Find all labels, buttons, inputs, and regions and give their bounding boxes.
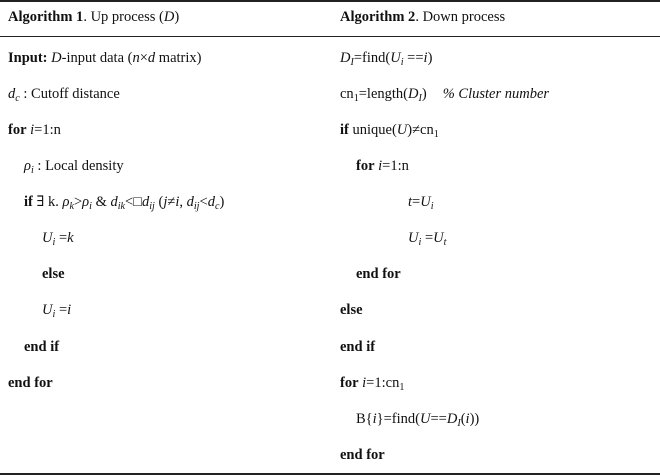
alg2-find-line: $D_I=find(U_i ==i)$ bbox=[340, 50, 433, 69]
alg2-assign-u-line: $U_i =U_t$ bbox=[408, 230, 447, 249]
alg1-for-line: for i=1:n bbox=[8, 122, 61, 138]
alg1-endfor-line: end for bbox=[8, 375, 53, 391]
alg2-b-find-line: $B\{i\}=find(U==D_I(i))$ bbox=[356, 411, 480, 430]
alg1-else-line: else bbox=[42, 266, 65, 282]
alg2-endfor-line: end for bbox=[340, 447, 385, 463]
alg2-if-line: if $unique(U)\ne cn_1$ bbox=[340, 122, 439, 141]
algorithm-1-header: Algorithm 1. Up process (D) bbox=[8, 9, 180, 25]
alg2-for-cn-line: for $i=1:cn_1$ bbox=[340, 375, 405, 394]
alg1-cutoff-line: $d_c$ : Cutoff distance bbox=[8, 86, 120, 105]
alg1-assign-i-line: $U_i =i$ bbox=[42, 302, 72, 321]
alg2-for-line: for i=1:n bbox=[356, 158, 409, 174]
alg1-input-line: Input: D-input data (n×d matrix) bbox=[8, 50, 202, 66]
top-rule bbox=[0, 0, 660, 2]
alg1-endif-line: end if bbox=[24, 339, 60, 355]
alg1-density-line: $\rho_i$ : Local density bbox=[24, 158, 124, 177]
alg2-endif-line: end if bbox=[340, 339, 376, 355]
alg2-else-line: else bbox=[340, 302, 363, 318]
algorithm-2-header: Algorithm 2. Down process bbox=[340, 9, 506, 25]
alg1-assign-k-line: $U_i =k$ bbox=[42, 230, 74, 249]
alg2-cluster-line: $cn_1=length(D_I)$ % Cluster number bbox=[340, 86, 550, 105]
alg2-inner-endfor-line: end for bbox=[356, 266, 401, 282]
cluster-number-comment: % Cluster number bbox=[442, 86, 550, 102]
alg2-assign-t-line: $t=U_i$ bbox=[408, 194, 434, 213]
alg1-if-line: if ∃ k. $\rho_k>\rho_i$ & $d_{ik}<□d_{ij}$ (j≠i, $d_{ij}<d_c$) bbox=[24, 194, 225, 213]
header-rule bbox=[0, 36, 660, 37]
